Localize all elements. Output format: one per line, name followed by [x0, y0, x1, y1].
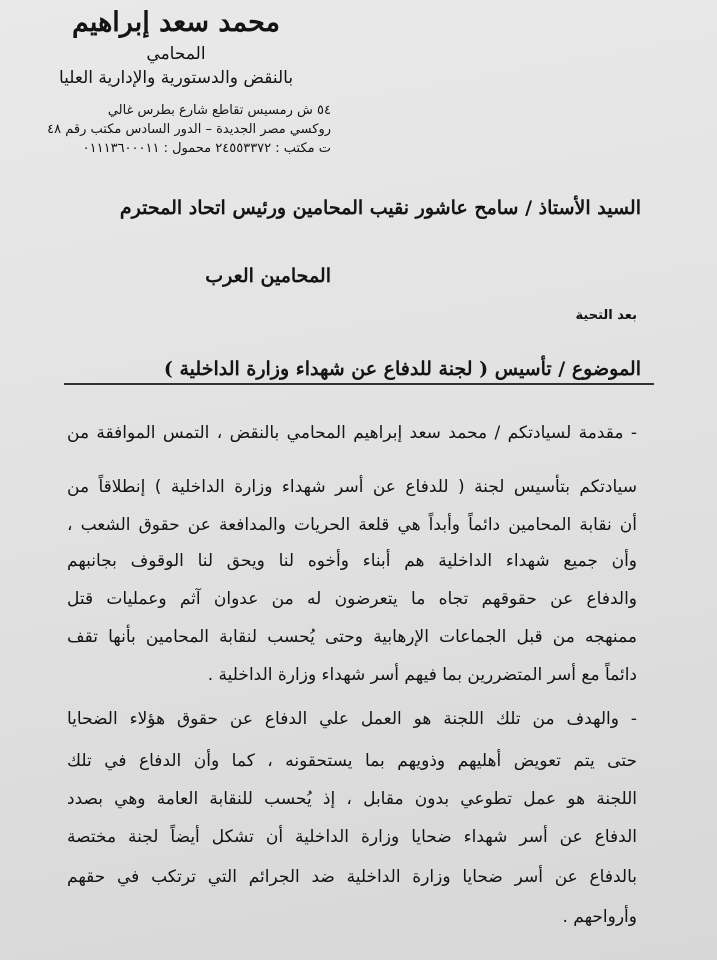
addressee-line-1: السيد الأستاذ / سامح عاشور نقيب المحامين ورئيس اتحاد المحترم	[119, 197, 641, 219]
letterhead	[21, 4, 331, 90]
body-line: ممنهجه من قبل الجماعات الإرهابية وحتى يُحسب لنقابة المحامين بأنها تقف	[67, 627, 637, 647]
body-line: - مقدمة لسيادتكم / محمد سعد إبراهيم المحامي بالنقض ، التمس الموافقة من	[67, 423, 637, 443]
lawyer-specialty: بالنقض والدستورية والإدارية العليا	[58, 68, 294, 88]
subject-underline	[64, 383, 654, 385]
addressee-line-2: المحامين العرب	[205, 265, 331, 287]
body-line: - والهدف من تلك اللجنة هو العمل علي الدفاع عن حقوق هؤلاء الضحايا	[67, 709, 637, 729]
body-line: بالدفاع عن أسر ضحايا وزارة الداخلية ضد الجرائم التي ترتكب في حقهم	[67, 867, 637, 887]
office-phones: ت مكتب : ٢٤٥٥٣٣٧٢ محمول : ٠١١١٣٦٠٠٠١١	[82, 141, 331, 156]
body-line: سيادتكم بتأسيس لجنة ( للدفاع عن أسر شهداء وزارة الداخلية ) إنطلاقاً من	[67, 477, 637, 497]
lawyer-title: المحامي	[146, 44, 206, 64]
body-line: حتى يتم تعويض أهليهم وذويهم بما يستحقونه ، كما وأن الدفاع في تلك	[67, 751, 637, 771]
body-line: والدفاع عن حقوقهم تجاه ما يتعرضون له من عدوان آثم وعمليات قتل	[67, 589, 637, 609]
office-address-2: روكسي مصر الجديدة – الدور السادس مكتب رقم ٤٨	[47, 122, 331, 137]
body-line: دائماً مع أسر المتضررين بما فيهم أسر شهداء وزارة الداخلية .	[207, 665, 637, 685]
lawyer-name: محمد سعد إبراهيم	[71, 7, 281, 38]
body-line: وأن جميع شهداء الداخلية هم أبناء وأخوه لنا ويحق لنا الوقوف بجانبهم	[67, 551, 637, 571]
office-address-1: ٥٤ ش رمسيس تقاطع شارع بطرس غالي	[107, 103, 331, 118]
greeting: بعد التحية	[575, 308, 637, 323]
subject-line: الموضوع / تأسيس ( لجنة للدفاع عن شهداء وزارة الداخلية )	[163, 358, 641, 380]
body-line: الدفاع عن أسر شهداء ضحايا وزارة الداخلية أن تشكل أيضاً لجنة مختصة	[67, 827, 637, 847]
body-line: وأرواحهم .	[562, 907, 637, 927]
body-line: أن نقابة المحامين دائماً وأبداً هي قلعة الحريات والمدافعة عن حقوق الشعب ،	[67, 515, 637, 535]
body-line: اللجنة هو عمل تطوعي بدون مقابل ، إذ يُحسب للنقابة العامة وهي بصدد	[67, 789, 637, 809]
